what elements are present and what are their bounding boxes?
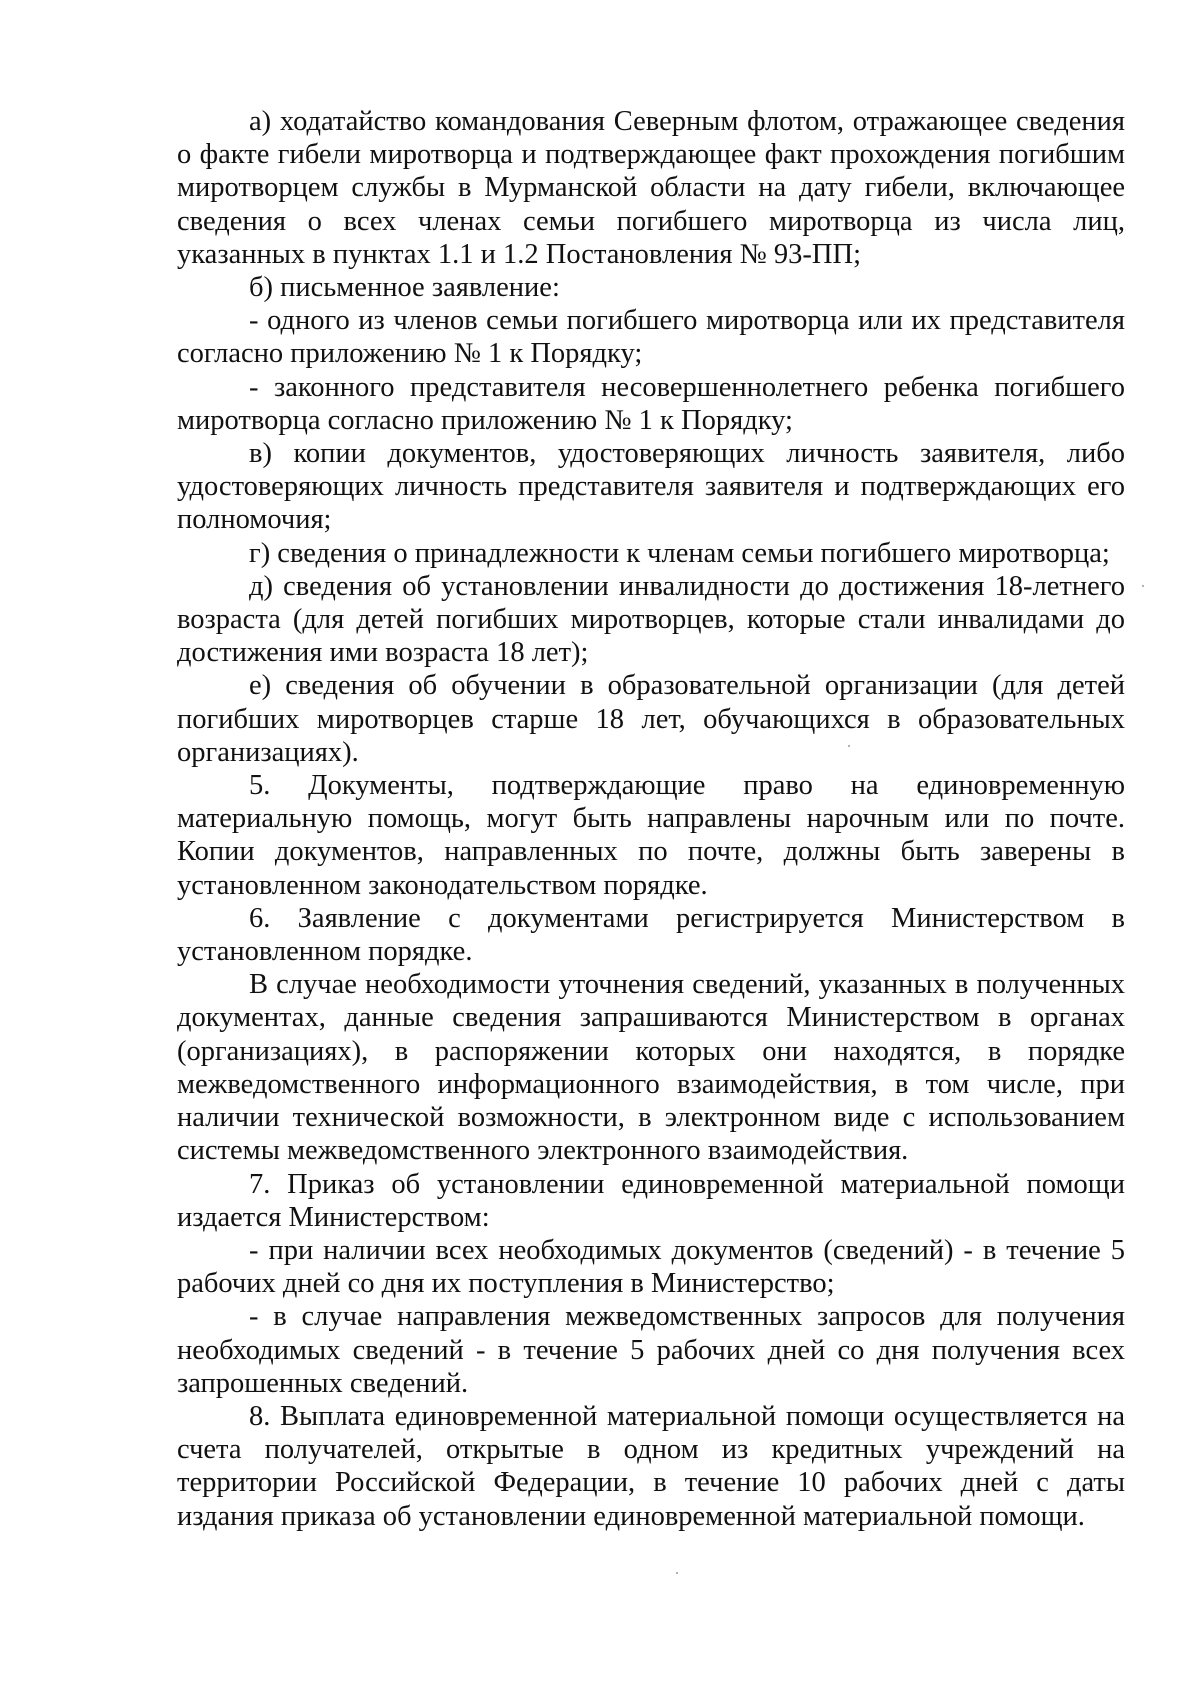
paragraph-item-a-petition: а) ходатайство командования Северным флотом, отражающее сведения о факте гибели миротворца и подтверждающее факт прохождения погибшим миротворцем службы в Мурманской области на дату гибели, включающее сведения о всех членах семьи погибшего миротворца из числа лиц, указанных в пунктах 1.1 и 1.2 Постановления № 93-ПП;: [177, 106, 1125, 270]
paragraph-section-6-registration: 6. Заявление с документами регистрируется Министерством в установленном порядке.: [177, 902, 1125, 968]
paragraph-section-5-submission: 5. Документы, подтверждающие право на единовременную материальную помощь, могут быть направлены нарочным или по почте. Копии документов, направленных по почте, должны быть заверены в установленном законодательством порядке.: [177, 770, 1125, 901]
paragraph-item-b-written-application: б) письменное заявление:: [249, 272, 560, 304]
paragraph-item-v-identity-documents: в) копии документов, удостоверяющих личность заявителя, либо удостоверяющих личность представителя заявителя и подтверждающих его полномочия;: [177, 438, 1125, 536]
scan-artifact-dot: [676, 1572, 678, 1574]
paragraph-section-8-payment: 8. Выплата единовременной материальной помощи осуществляется на счета получателей, открытые в одном из кредитных учреждений на территории Российской Федерации, в течение 10 рабочих дней с даты издания приказа об установлении единовременной материальной помощи.: [177, 1400, 1125, 1532]
paragraph-interagency-requests: В случае необходимости уточнения сведений, указанных в полученных документах, данные сведения запрашиваются Министерством в органах (организациях), в распоряжении которых они находятся, в порядке межведомственного информационного взаимодействия, в том числе, при наличии технической возможности, в электронном виде с использованием системы межведомственного электронного взаимодействия.: [177, 969, 1125, 1167]
paragraph-order-all-documents: - при наличии всех необходимых документов (сведений) - в течение 5 рабочих дней со дня их поступления в Министерство;: [177, 1234, 1125, 1300]
paragraph-legal-representative-application: - законного представителя несовершеннолетнего ребенка погибшего миротворца согласно приложению № 1 к Порядку;: [177, 371, 1125, 436]
paragraph-item-g-family-membership: г) сведения о принадлежности к членам семьи погибшего миротворца;: [249, 537, 1110, 569]
paragraph-section-7-order: 7. Приказ об установлении единовременной материальной помощи издается Министерством:: [177, 1168, 1125, 1233]
scan-artifact-dot: [1142, 585, 1144, 587]
paragraph-order-interagency: - в случае направления межведомственных запросов для получения необходимых сведений - в течение 5 рабочих дней со дня получения всех запрошенных сведений.: [177, 1301, 1125, 1399]
document-body: [177, 105, 1125, 1533]
paragraph-item-d-disability: д) сведения об установлении инвалидности до достижения 18-летнего возраста (для детей погибших миротворцев, которые стали инвалидами до достижения ими возраста 18 лет);: [177, 570, 1125, 669]
scan-artifact-dot: [848, 745, 850, 747]
paragraph-family-member-application: - одного из членов семьи погибшего миротворца или их представителя согласно приложению № 1 к Порядку;: [177, 305, 1125, 370]
paragraph-item-e-education: е) сведения об обучении в образовательной организации (для детей погибших миротворцев старше 18 лет, обучающихся в образовательных организациях).: [177, 670, 1125, 768]
